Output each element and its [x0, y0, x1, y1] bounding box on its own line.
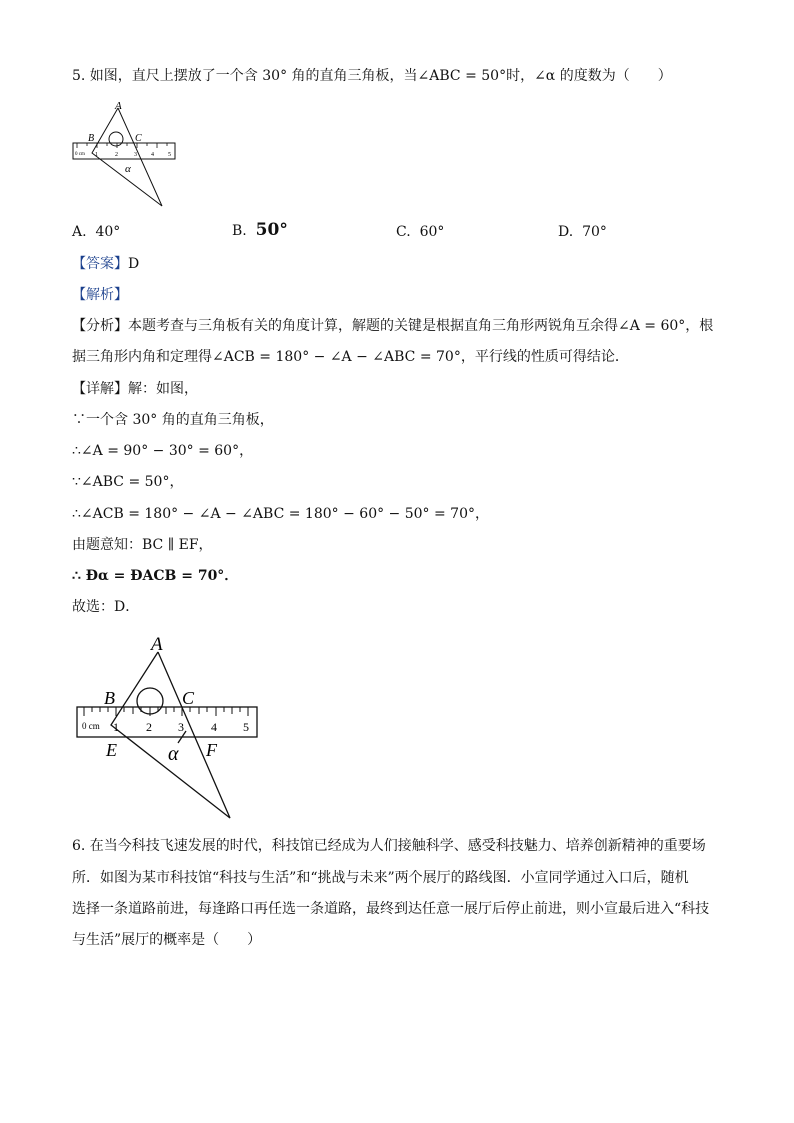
- detail-line: 【详解】解：如图，: [72, 381, 198, 397]
- q6-line-3: 选择一条道路前进，每逢路口再任选一条道路，最终到达任意一展厅后停止前进，则小宣最后进入“科技: [72, 901, 710, 917]
- small-label-c: C: [135, 133, 142, 144]
- analysis-line-1: 【分析】本题考查与三角板有关的角度计算，解题的关键是根据直角三角形两锐角互余得∠A = 60°，根: [72, 318, 714, 334]
- q6-line-4: 与生活”展厅的概率是（ ）: [72, 932, 262, 948]
- step-2: ∴∠A = 90° − 30° = 60°，: [72, 443, 254, 459]
- small-label-alpha: α: [125, 163, 131, 175]
- q6-line-1: 6. 在当今科技飞速发展的时代，科技馆已经成为人们接触科学、感受科技魅力、培养创新精神的重要场: [72, 838, 706, 854]
- small-label-a: A: [115, 100, 122, 112]
- step-6: ∴ Đα = ĐACB = 70°．: [72, 568, 239, 584]
- analysis-line-2: 据三角形内角和定理得∠ACB = 180° − ∠A − ∠ABC = 70°，平行线的性质可得结论．: [72, 349, 629, 365]
- large-label-b: B: [104, 688, 115, 708]
- large-tick-3: 3: [178, 720, 184, 734]
- option-d-letter: D.: [558, 224, 574, 240]
- option-c-letter: C.: [396, 224, 411, 240]
- small-tick-3: 3: [134, 152, 137, 158]
- step-1: ∵一个含 30° 角的直角三角板，: [72, 412, 274, 428]
- q5-small-figure: [70, 98, 180, 210]
- option-b-value: 50°: [255, 220, 288, 240]
- small-tick-2: 2: [115, 152, 118, 158]
- option-d-value: 70°: [582, 224, 607, 240]
- answer-value: D: [128, 256, 140, 272]
- large-label-e: E: [106, 740, 117, 760]
- option-b: [232, 220, 288, 241]
- small-label-b: B: [88, 133, 95, 144]
- large-tick-2: 2: [146, 720, 152, 734]
- option-c: [396, 222, 444, 242]
- step-7: 故选：D．: [72, 599, 140, 615]
- option-a-value: 40°: [95, 224, 121, 240]
- small-ruler-zero: 0 cm: [75, 152, 85, 157]
- answer-tag: 【答案】: [72, 256, 128, 272]
- q6-line-2: 所．如图为某市科技馆“科技与生活”和“挑战与未来”两个展厅的路线图．小宣同学通过入口后，随机: [72, 870, 689, 886]
- small-tick-5: 5: [168, 152, 171, 158]
- option-c-value: 60°: [419, 224, 445, 240]
- large-tick-1: 1: [113, 720, 119, 734]
- answer-line: [72, 254, 139, 274]
- small-tick-1: 1: [95, 152, 98, 158]
- large-label-c: C: [182, 688, 195, 708]
- large-label-a: A: [151, 634, 163, 655]
- step-4: ∴∠ACB = 180° − ∠A − ∠ABC = 180° − 60° − 50° = 70°，: [72, 506, 489, 522]
- option-b-letter: B.: [232, 223, 247, 239]
- q5-stem: 5. 如图，直尺上摆放了一个含 30° 角的直角三角板，当∠ABC = 50°时，∠α 的度数为（ ）: [72, 68, 672, 84]
- large-tick-4: 4: [211, 720, 217, 734]
- step-3: ∵∠ABC = 50°，: [72, 474, 184, 490]
- q5-large-figure: [74, 630, 264, 822]
- step-5: 由题意知：BC ∥ EF，: [72, 537, 213, 553]
- option-a: [72, 222, 120, 242]
- analysis-tag: 【解析】: [72, 287, 128, 303]
- option-a-letter: A.: [72, 224, 87, 240]
- small-tick-4: 4: [151, 152, 154, 158]
- large-tick-5: 5: [243, 720, 249, 734]
- option-d: [558, 222, 607, 242]
- large-label-f: F: [206, 740, 217, 760]
- large-label-alpha: α: [168, 743, 179, 765]
- large-ruler-zero: 0 cm: [82, 721, 100, 731]
